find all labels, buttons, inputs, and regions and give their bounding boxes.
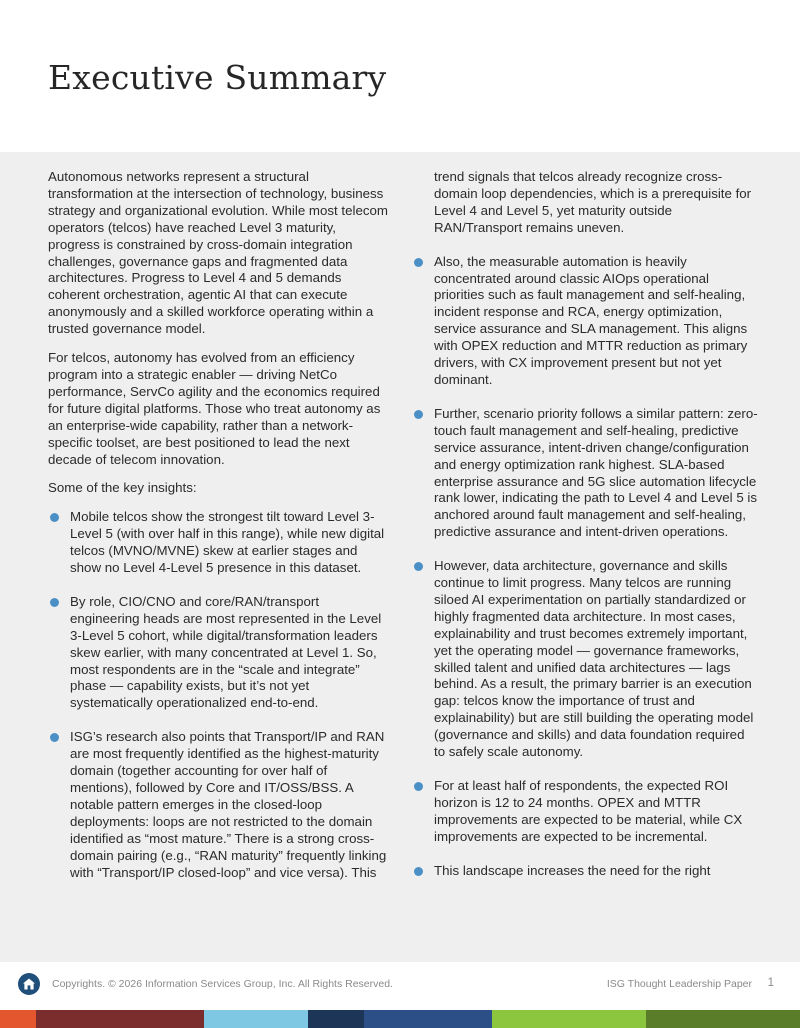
list-item-text: Also, the measurable automation is heavily concentrated around classic AIOps operational priorities such as fault management and self-healing, incident response and RCA, energy optimization, service assurance and SLA management. This aligns with OPEX reduction and MTTR reduction as primary drivers, with CX improvement present but not yet dominant. [434,253,748,387]
list-item-text: Further, scenario priority follows a similar pattern: zero-touch fault management and self-healing, predictive service assurance, intent-driven change/configuration and energy optimization rank highest. SLA-based enterprise assurance and 5G slice automation lifecycle rank lower, indicating the path to Level 4 and Level 5 is anchored around fault management and self-healing, predictive assurance and intent-driven operations. [434,405,758,540]
list-item [48,509,388,577]
intro-paragraph: Autonomous networks represent a structural transformation at the intersection of technology, business strategy and organizational evolution. While most telecom operators (telcos) have reached Level 3 maturity, progress is constrained by cross-domain integration challenges, governance gaps and fragmented data architectures. Progress to Level 4 and 5 demands coherent orchestration, agentic AI that can execute anonymously and a skilled workforce operating within a trusted governance model. [48,169,388,337]
bullet-icon [50,733,59,742]
list-item-text: This landscape increases the need for the right [434,862,711,878]
page-title: Executive Summary [48,58,387,97]
left-column [48,169,388,898]
insights-heading: Some of the key insights: [48,480,197,496]
bullet-icon [414,410,423,419]
bullet-icon [50,513,59,522]
page-footer [0,962,800,1010]
stripe-segment [492,1010,646,1028]
house-icon [22,977,36,991]
page-header [0,0,800,152]
paper-label: ISG Thought Leadership Paper [606,978,752,990]
stripe-segment [204,1010,308,1028]
list-item-text: Mobile telcos show the strongest tilt toward Level 3-Level 5 (with over half in this range), while new digital telcos (MVNO/MVNE) skew at earlier stages and show no Level 4-Level 5 presence in this dataset. [70,509,385,576]
stripe-segment [364,1010,492,1028]
list-item-text: By role, CIO/CNO and core/RAN/transport engineering heads are most represented in the Level 3-Level 5 cohort, while digital/transformation leaders skew earlier, with many concentrated at Level 1. So, most respondents are in the “scale and integrate” phase — capability exists, but it’s not yet systematically operationalized end-to-end. [70,593,382,711]
list-item [412,558,758,761]
home-logo-icon [18,973,40,995]
bullet-icon [414,562,423,571]
list-item [48,729,388,881]
list-item-text: For at least half of respondents, the expected ROI horizon is 12 to 24 months. OPEX and MTTR improvements are expected to be material, while CX improvements are expected to be incremental. [434,778,743,844]
stripe-segment [36,1010,204,1028]
continuation-text: trend signals that telcos already recognize cross-domain loop dependencies, which is a prerequisite for Level 4 and Level 5, yet maturity outside RAN/Transport remains uneven. [434,169,752,235]
brand-color-stripe [0,1010,800,1028]
stripe-segment [308,1010,364,1028]
list-item-text: ISG’s research also points that Transport/IP and RAN are most frequently identified as the highest-maturity domain (together accounting for over half of mentions), followed by Core and IT/OSS/BSS. A notable pattern emerges in the closed-loop deployments: loops are not restricted to the domain identified as “most mature.” There is a strong cross-domain pairing (e.g., “RAN maturity” frequently linking with “Transport/IP closed-loop” and vice versa). This [70,729,387,880]
insights-list-right [412,254,758,880]
bullet-icon [414,782,423,791]
list-item-text: However, data architecture, governance and skills continue to limit progress. Many telcos are running siloed AI experimentation on partially standardized or highly fragmented data architecture. In most cases, explainability and trust becomes extremely important, yet the operating model — governance frameworks, skilled talent and unified data architectures — lags behind. As a result, the primary barrier is an execution gap: telcos know the importance of trust and explainability) but are still building the operating model (governance and skills) and data foundation required to safely scale autonomy. [434,558,754,760]
bullet-icon [414,258,423,267]
page-number: 1 [767,977,774,989]
list-item [412,778,758,846]
copyright-text: Copyrights. © 2026 Information Services Group, Inc. All Rights Reserved. [52,978,393,990]
list-item [48,594,388,712]
insights-list-left [48,509,388,881]
list-item [412,406,758,541]
stripe-segment [646,1010,800,1028]
stripe-segment [0,1010,36,1028]
autonomy-paragraph: For telcos, autonomy has evolved from an efficiency program into a strategic enabler — driving NetCo performance, ServCo agility and the economics required for future digital platforms. Those who treat autonomy as an enterprise-wide capability, rather than a network-specific toolset, are best positioned to lead the next decade of telecom innovation. [48,350,381,467]
list-item [412,254,758,389]
right-column [412,169,758,897]
content-area [0,152,800,962]
bullet-icon [414,867,423,876]
list-item [412,863,758,880]
bullet-icon [50,598,59,607]
